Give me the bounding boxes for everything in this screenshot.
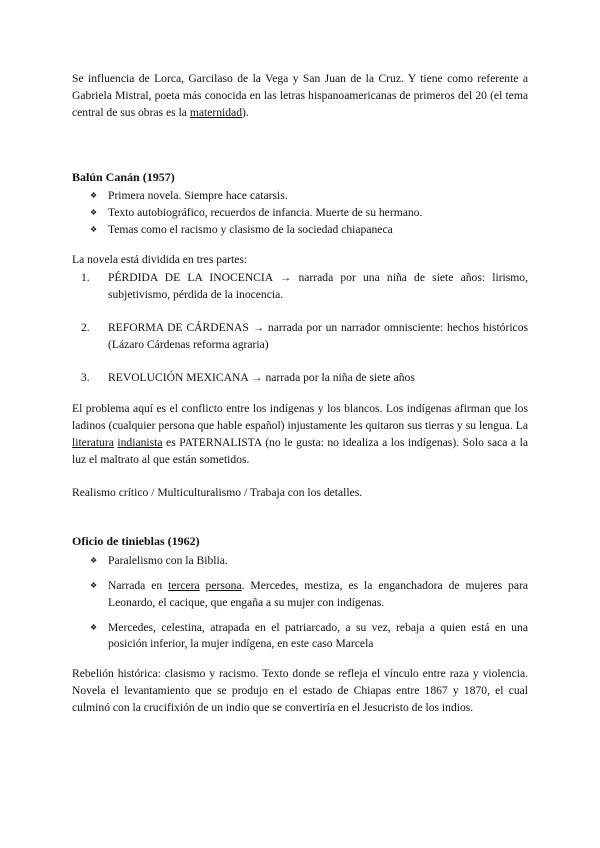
list-number: 2. (81, 320, 90, 334)
underlined-persona: persona (205, 578, 242, 592)
balun-bullet-list (72, 188, 528, 238)
oficio-heading: Oficio de tinieblas (1962) (72, 534, 200, 549)
list-item-text: REFORMA DE CÁRDENAS → narrada por un narrador omnisciente: hechos históricos (Lázaro Cárdenas reforma agraria) (108, 320, 528, 351)
intro-text: Se influencia de Lorca, Garcilaso de la Vega y San Juan de la Cruz. Y tiene como referente a Gabriela Mistral, poeta más conocida en las letras hispanoamericanas de primeros del 20 (el tema central de sus obras es la (72, 72, 528, 119)
problem-paragraph (72, 401, 528, 468)
underlined-maternidad: maternidad (189, 105, 242, 119)
intro-paragraph (72, 71, 528, 121)
list-item (72, 553, 528, 570)
diamond-bullet-icon: ❖ (90, 224, 98, 234)
list-item-text: PÉRDIDA DE LA INOCENCIA → narrada por una niña de siete años: lirismo, subjetivismo, pérdida de la inocencia. (108, 271, 528, 302)
balun-canan-heading: Balún Canán (1957) (72, 170, 175, 185)
list-item (72, 188, 528, 205)
list-item (72, 370, 528, 387)
division-intro: La novela está dividida en tres partes: (72, 252, 248, 266)
rebellion-paragraph: Rebelión histórica: clasismo y racismo. Texto donde se refleja el vínculo entre raza y violencia. Novela el levantamiento que se produjo en el estado de Chiapas entre 1867 y 1870, el cual culminó con la crucifixión de un indio que se convertiría en el Jesucristo de los indios. (72, 667, 528, 714)
parts-list (72, 270, 528, 386)
underlined-indianista: indianista (117, 435, 163, 449)
realism-line: Realismo crítico / Multiculturalismo / Trabaja con los detalles. (72, 485, 363, 499)
diamond-bullet-icon: ❖ (90, 622, 98, 632)
diamond-bullet-icon: ❖ (90, 580, 98, 590)
list-item (72, 222, 528, 239)
list-item (72, 578, 528, 612)
list-item-text: Temas como el racismo y clasismo de la sociedad chiapaneca (108, 222, 393, 236)
list-item (72, 270, 528, 304)
list-number: 3. (81, 370, 90, 384)
list-item-text: . Mercedes, mestiza, es la enganchadora de mujeres para Leonardo, el cacique, que engaña a su mujer con indígenas. (108, 578, 528, 609)
paragraph-text: es PATERNALISTA (no le gusta: no idealiza a los indígenas). Solo saca a la luz el maltrato al que están sometidos. (72, 435, 528, 466)
list-number: 1. (81, 271, 90, 285)
intro-text-end: ). (242, 105, 249, 119)
list-item (72, 320, 528, 354)
underlined-literatura: literatura (72, 435, 114, 449)
list-item-text: Primera novela. Siempre hace catarsis. (108, 189, 288, 203)
diamond-bullet-icon: ❖ (90, 556, 98, 566)
list-item-text: Texto autobiográfico, recuerdos de infancia. Muerte de su hermano. (108, 205, 423, 219)
document-page (72, 71, 528, 717)
underlined-tercera: tercera (168, 578, 200, 592)
diamond-bullet-icon: ❖ (90, 191, 98, 201)
list-item-text: Mercedes, celestina, atrapada en el patriarcado, a su vez, rebaja a quien está en una posición inferior, la mujer indígena, en este caso Marcela (108, 620, 528, 651)
list-item-text: Paralelismo con la Biblia. (108, 554, 228, 568)
list-item-text: REVOLUCIÓN MEXICANA → narrada por la niña de siete años (108, 370, 415, 384)
diamond-bullet-icon: ❖ (90, 207, 98, 217)
list-item (72, 205, 528, 222)
oficio-bullet-list (72, 553, 528, 653)
list-item (72, 620, 528, 654)
list-item-text: Narrada en (108, 578, 169, 592)
paragraph-text: El problema aquí es el conflicto entre los indígenas y los blancos. Los indígenas afirman que los ladinos (cualquier persona que hable español) injustamente les quitaron sus tierras y su lengua. La (72, 402, 528, 433)
